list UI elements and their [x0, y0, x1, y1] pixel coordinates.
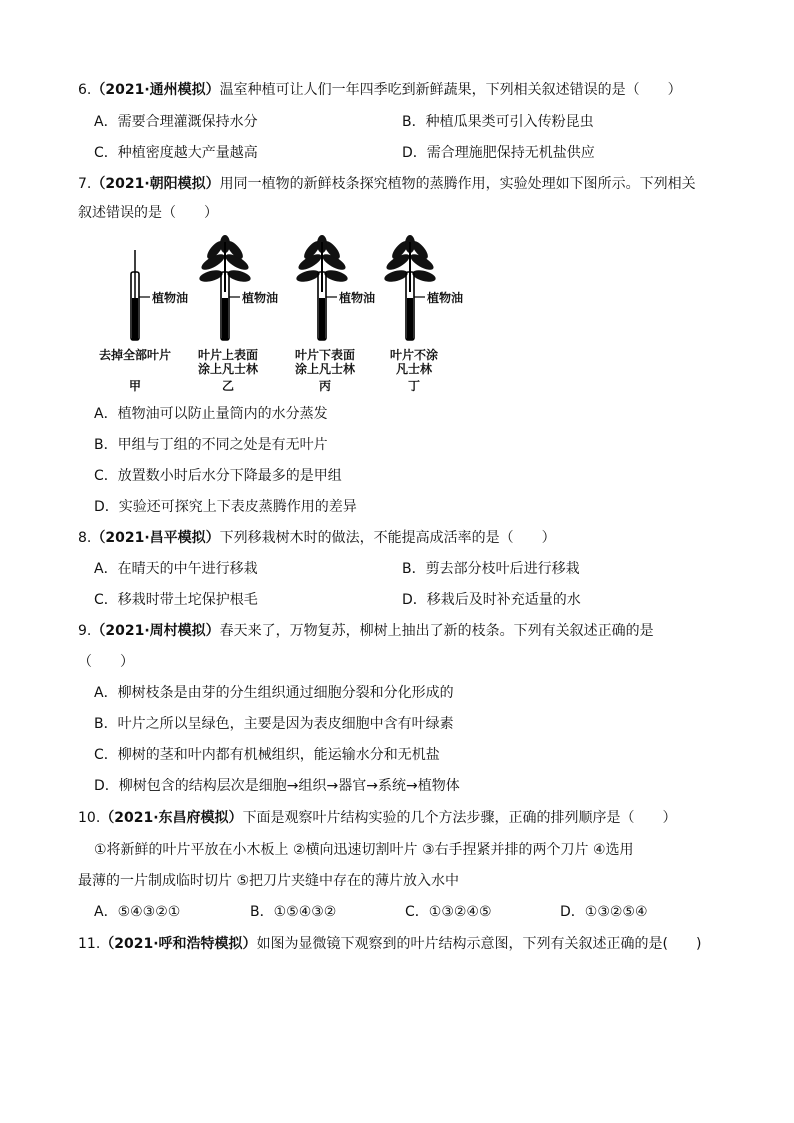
caption-ding	[374, 348, 454, 393]
q10-option-c: C．①③②④⑤	[405, 904, 492, 920]
q11-source: （2021·呼和浩特模拟）	[100, 936, 257, 952]
tube-yi	[198, 235, 252, 340]
caption-yi-line2: 涂上凡士林	[197, 362, 258, 376]
q10-option-b: B．①⑤④③②	[250, 904, 337, 920]
q7-option-c: C．放置数小时后水分下降最多的是甲组	[94, 468, 342, 484]
q11-stem-line	[78, 934, 702, 954]
leaf-crown-yi	[198, 235, 252, 292]
q8-option-d: D．移栽后及时补充适量的水	[402, 592, 581, 608]
q11-stem: 如图为显微镜下观察到的叶片结构示意图，下列有关叙述正确的是( )	[256, 936, 702, 952]
caption-jia-line2	[90, 362, 180, 376]
oil-label-ding: 植物油	[427, 291, 464, 305]
tube-ding	[383, 235, 437, 340]
caption-bing-line2: 涂上凡士林	[294, 362, 355, 376]
caption-jia	[90, 348, 180, 393]
caption-jia-line1: 去掉全部叶片	[98, 348, 171, 362]
q8-option-c: C．移栽时带土坨保护根毛	[94, 592, 258, 608]
q7-option-d: D．实验还可探究上下表皮蒸腾作用的差异	[94, 499, 357, 515]
q7-number: 7.	[78, 176, 92, 192]
q9-option-d: D．柳树包含的结构层次是细胞→组织→器官→系统→植物体	[94, 778, 460, 794]
label-yi: 乙	[221, 379, 234, 393]
tube-jia	[131, 250, 150, 340]
q10-stem-line	[78, 808, 677, 828]
q9-stem-line	[78, 621, 654, 641]
oil-label-bing: 植物油	[339, 291, 376, 305]
caption-bing-line1: 叶片下表面	[294, 348, 355, 362]
q10-number: 10.	[78, 810, 101, 826]
caption-bing	[285, 348, 365, 393]
q9-stem-continued: （ ）	[78, 654, 134, 670]
caption-yi-line1: 叶片上表面	[197, 348, 258, 362]
q7-source: （2021·朝阳模拟）	[91, 176, 220, 192]
q10-steps-line1: ①将新鲜的叶片平放在小木板上 ②横向迅速切割叶片 ③右手捏紧并排的两个刀片 ④选用	[94, 842, 634, 858]
q8-stem-line	[78, 528, 556, 548]
q7-stem-continued: 叙述错误的是（ ）	[78, 205, 218, 221]
q9-option-b: B．叶片之所以呈绿色，主要是因为表皮细胞中含有叶绿素	[94, 716, 454, 732]
q6-option-a: A．需要合理灌溉保持水分	[94, 114, 258, 130]
q8-source: （2021·昌平模拟）	[91, 530, 220, 546]
q7-stem: 用同一植物的新鲜枝条探究植物的蒸腾作用，实验处理如下图所示。下列相关	[219, 176, 696, 192]
q6-option-d: D．需合理施肥保持无机盐供应	[402, 145, 595, 161]
q9-number: 9.	[78, 623, 92, 639]
q6-number: 6.	[78, 82, 92, 98]
q7-option-b: B．甲组与丁组的不同之处是有无叶片	[94, 437, 328, 453]
q8-stem: 下列移栽树木时的做法，不能提高成活率的是（ ）	[219, 530, 556, 546]
q9-option-a: A．柳树枝条是由芽的分生组织通过细胞分裂和分化形成的	[94, 685, 454, 701]
q10-option-d: D．①③②⑤④	[560, 904, 648, 920]
oil-label-jia: 植物油	[152, 291, 189, 305]
q10-option-a: A．⑤④③②①	[94, 904, 181, 920]
caption-yi	[188, 348, 268, 393]
q6-option-b: B．种植瓜果类可引入传粉昆虫	[402, 114, 594, 130]
q8-number: 8.	[78, 530, 92, 546]
oil-label-yi: 植物油	[242, 291, 279, 305]
q9-stem: 春天来了，万物复苏，柳树上抽出了新的枝条。下列有关叙述正确的是	[219, 623, 654, 639]
label-jia: 甲	[128, 379, 141, 393]
q10-source: （2021·东昌府模拟）	[100, 810, 243, 826]
leaf-crown-bing	[295, 235, 349, 292]
q10-steps-line2: 最薄的一片制成临时切片 ⑤把刀片夹缝中存在的薄片放入水中	[78, 873, 459, 889]
q8-option-b: B．剪去部分枝叶后进行移栽	[402, 561, 580, 577]
q11-number: 11.	[78, 936, 101, 952]
q6-stem-line	[78, 80, 682, 100]
q6-stem: 温室种植可让人们一年四季吃到新鲜蔬果，下列相关叙述错误的是（ ）	[219, 82, 682, 98]
transpiration-experiment-figure	[90, 232, 470, 392]
leaf-crown-ding	[383, 235, 437, 292]
label-bing: 丙	[318, 379, 331, 393]
tube-bing	[295, 235, 349, 340]
q6-option-c: C．种植密度越大产量越高	[94, 145, 258, 161]
q8-option-a: A．在晴天的中午进行移栽	[94, 561, 258, 577]
q10-stem: 下面是观察叶片结构实验的几个方法步骤，正确的排列顺序是（ ）	[242, 810, 677, 826]
q6-source: （2021·通州模拟）	[91, 82, 220, 98]
label-ding: 丁	[407, 379, 420, 393]
q7-option-a: A．植物油可以防止量筒内的水分蒸发	[94, 406, 328, 422]
q9-source: （2021·周村模拟）	[91, 623, 220, 639]
caption-ding-line1: 叶片不涂	[389, 348, 438, 362]
q9-option-c: C．柳树的茎和叶内都有机械组织，能运输水分和无机盐	[94, 747, 440, 763]
q7-stem-line	[78, 174, 696, 194]
caption-ding-line2: 凡士林	[395, 362, 432, 376]
